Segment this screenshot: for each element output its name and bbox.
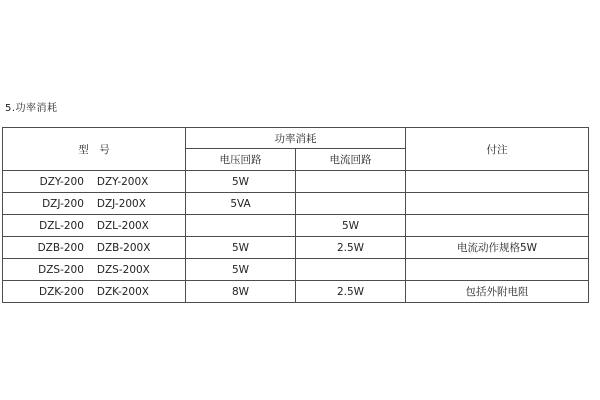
table-row: [3, 215, 589, 237]
header-current-circuit: 电流回路: [296, 149, 406, 171]
model-name-x: DZK-200X: [96, 285, 149, 298]
header-notes: 付注: [406, 128, 589, 171]
table-header: [3, 128, 589, 171]
model-cell: [3, 281, 186, 303]
note-cell: 电流动作规格5W: [406, 237, 589, 259]
note-cell: 包括外附电阻: [406, 281, 589, 303]
model-name: DZY-200: [39, 175, 84, 188]
current-circuit-cell: [296, 193, 406, 215]
table-row: [3, 171, 589, 193]
model-name-x: DZJ-200X: [96, 197, 146, 210]
note-cell: [406, 259, 589, 281]
voltage-circuit-cell: 5W: [186, 171, 296, 193]
table-row: [3, 281, 589, 303]
header-power-group: 功率消耗: [186, 128, 406, 149]
model-cell: [3, 215, 186, 237]
voltage-circuit-cell: 8W: [186, 281, 296, 303]
model-name: DZJ-200: [42, 197, 84, 210]
note-cell: [406, 215, 589, 237]
table-row: [3, 259, 589, 281]
current-circuit-cell: [296, 259, 406, 281]
model-name-x: DZS-200X: [96, 263, 150, 276]
model-cell: [3, 171, 186, 193]
model-cell: [3, 193, 186, 215]
model-name: DZS-200: [38, 263, 84, 276]
model-name-x: DZY-200X: [96, 175, 149, 188]
model-name: DZL-200: [39, 219, 84, 232]
table-row: [3, 237, 589, 259]
header-voltage-circuit: 电压回路: [186, 149, 296, 171]
section-title: 5.功率消耗: [5, 103, 58, 114]
voltage-circuit-cell: [186, 215, 296, 237]
header-model: 型 号: [3, 128, 186, 171]
note-cell: [406, 171, 589, 193]
model-cell: [3, 259, 186, 281]
voltage-circuit-cell: 5W: [186, 259, 296, 281]
voltage-circuit-cell: 5VA: [186, 193, 296, 215]
model-name-x: DZB-200X: [96, 241, 151, 254]
table-body: [3, 171, 589, 303]
table-row: [3, 193, 589, 215]
voltage-circuit-cell: 5W: [186, 237, 296, 259]
header-row-top: [3, 128, 589, 149]
model-cell: [3, 237, 186, 259]
current-circuit-cell: 2.5W: [296, 281, 406, 303]
note-cell: [406, 193, 589, 215]
current-circuit-cell: [296, 171, 406, 193]
current-circuit-cell: 5W: [296, 215, 406, 237]
model-name: DZB-200: [37, 241, 84, 254]
current-circuit-cell: 2.5W: [296, 237, 406, 259]
model-name: DZK-200: [39, 285, 84, 298]
model-name-x: DZL-200X: [96, 219, 149, 232]
power-consumption-table: [2, 127, 589, 303]
